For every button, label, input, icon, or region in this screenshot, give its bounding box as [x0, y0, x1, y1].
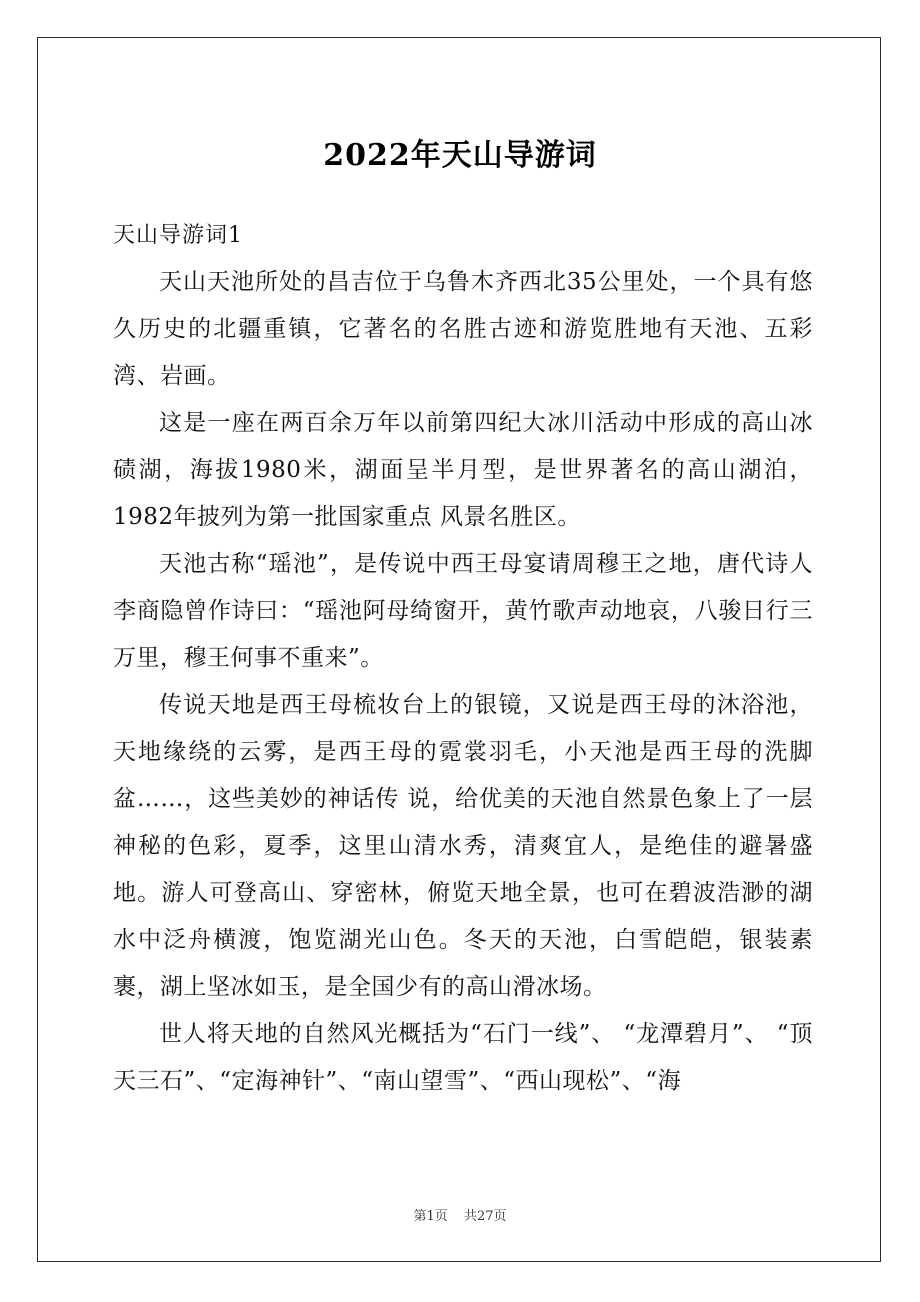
page-footer [0, 1205, 920, 1224]
paragraph: 这是一座在两百余万年以前第四纪大冰川活动中形成的高山冰碛湖，海拔1980米，湖面呈半月型，是世界著名的高山湖泊，1982年披列为第一批国家重点 风景名胜区。 [113, 410, 813, 530]
paragraph: 天山天池所处的昌吉位于乌鲁木齐西北35公里处，一个具有悠久历史的北疆重镇，它著名的名胜古迹和游览胜地有天池、五彩湾、岩画。 [113, 269, 813, 389]
page-number: 第1页 [413, 1209, 448, 1224]
section-heading: 天山导游词1 [113, 223, 243, 248]
page-total: 共27页 [463, 1209, 507, 1224]
paragraph: 传说天地是西王母梳妆台上的银镜，又说是西王母的沐浴池，天地缘绕的云雾，是西王母的霓裳羽毛，小天池是西王母的洗脚盆……，这些美妙的神话传 说，给优美的天池自然景色象上了一层神秘的色彩，夏季，这里山清水秀，清爽宜人，是绝佳的避暑盛地。游人可登高山、穿密林，俯览天地全景，也可在碧波浩渺的湖水中泛舟横渡，饱览湖光山色。冬天的天池，白雪皑皑，银装素裹，湖上坚冰如玉，是全国少有的高山滑冰场。 [113, 692, 813, 1000]
document-title: 2022年天山导游词 [323, 138, 597, 174]
paragraph: 世人将天地的自然风光概括为“石门一线”、 “龙潭碧月”、 “顶天三石”、“定海神针”、“南山望雪”、“西山现松”、“海 [113, 1021, 813, 1094]
paragraph: 天池古称“瑶池”，是传说中西王母宴请周穆王之地，唐代诗人李商隐曾作诗曰：“瑶池阿母绮窗开，黄竹歌声动地哀，八骏日行三万里，穆王何事不重来”。 [113, 551, 813, 671]
document-body [113, 212, 813, 1105]
